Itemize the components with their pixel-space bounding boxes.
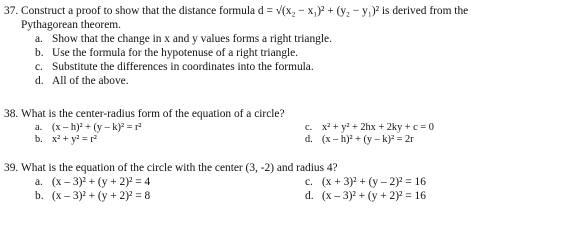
options-row-2: [35, 133, 569, 145]
question-39: [4, 161, 569, 202]
option-text: Use the formula for the hypotenuse of a right triangle.: [52, 47, 299, 59]
question-37-stem: [4, 4, 569, 18]
option-letter: d.: [305, 189, 314, 202]
question-37-stem-cont: [4, 18, 569, 32]
options-row-1: [35, 121, 569, 133]
option-text: x² + y² + 2hx + 2ky + c = 0: [322, 122, 434, 133]
option-b[interactable]: [35, 189, 150, 203]
option-text: x² + y² = r²: [52, 133, 97, 145]
option-letter: c.: [305, 122, 313, 133]
question-text-line2: Pythagorean theorem.: [21, 19, 121, 31]
option-letter: c.: [305, 176, 313, 188]
option-text: (x + 3)² + (y – 2)² = 16: [322, 176, 426, 188]
option-letter: a.: [35, 33, 43, 45]
option-a[interactable]: [35, 175, 150, 189]
options-row-1: [35, 175, 569, 189]
option-d[interactable]: [305, 189, 426, 203]
option-b[interactable]: [35, 133, 97, 147]
question-text: What is the equation of the circle with the center (3, -2) and radius 4?: [21, 162, 338, 174]
option-b[interactable]: [35, 46, 569, 60]
question-38-stem: [4, 107, 569, 121]
options-row-2: [35, 189, 569, 203]
option-text: Show that the change in x and y values forms a right triangle.: [52, 33, 332, 45]
question-number: 37.: [4, 5, 19, 17]
option-letter: b.: [35, 189, 44, 202]
question-text-line1: Construct a proof to show that the distance formula d = √(x₂ − x₁)² + (y₂ − y₁)² is derived from the: [21, 5, 469, 17]
option-letter: a.: [35, 176, 43, 188]
option-letter: d.: [305, 133, 313, 145]
option-letter: b.: [35, 47, 44, 59]
option-d[interactable]: [305, 133, 414, 147]
option-text: (x – h)² + (y – k)² = r²: [52, 122, 142, 133]
option-text: All of the above.: [52, 75, 129, 87]
option-text: (x – 3)² + (y + 2)² = 8: [52, 189, 151, 202]
question-37: [4, 4, 569, 88]
question-38: [4, 107, 569, 144]
option-letter: a.: [35, 122, 43, 133]
option-c[interactable]: [35, 60, 569, 74]
option-c[interactable]: [305, 175, 426, 189]
option-letter: b.: [35, 133, 43, 145]
option-text: (x – h)² + (y – k)² = 2r: [322, 133, 414, 145]
option-a[interactable]: [35, 32, 569, 46]
option-text: (x – 3)² + (y + 2)² = 4: [52, 176, 151, 188]
question-number: 38.: [4, 108, 19, 120]
question-number: 39.: [4, 162, 19, 174]
question-text: What is the center-radius form of the equation of a circle?: [21, 108, 285, 120]
option-letter: d.: [35, 75, 44, 87]
question-39-stem: [4, 161, 569, 175]
option-text: Substitute the differences in coordinates into the formula.: [52, 61, 314, 73]
indent: [4, 18, 21, 32]
option-letter: c.: [35, 61, 43, 73]
option-text: (x – 3)² + (y + 2)² = 16: [322, 189, 426, 202]
option-d[interactable]: [35, 74, 569, 88]
